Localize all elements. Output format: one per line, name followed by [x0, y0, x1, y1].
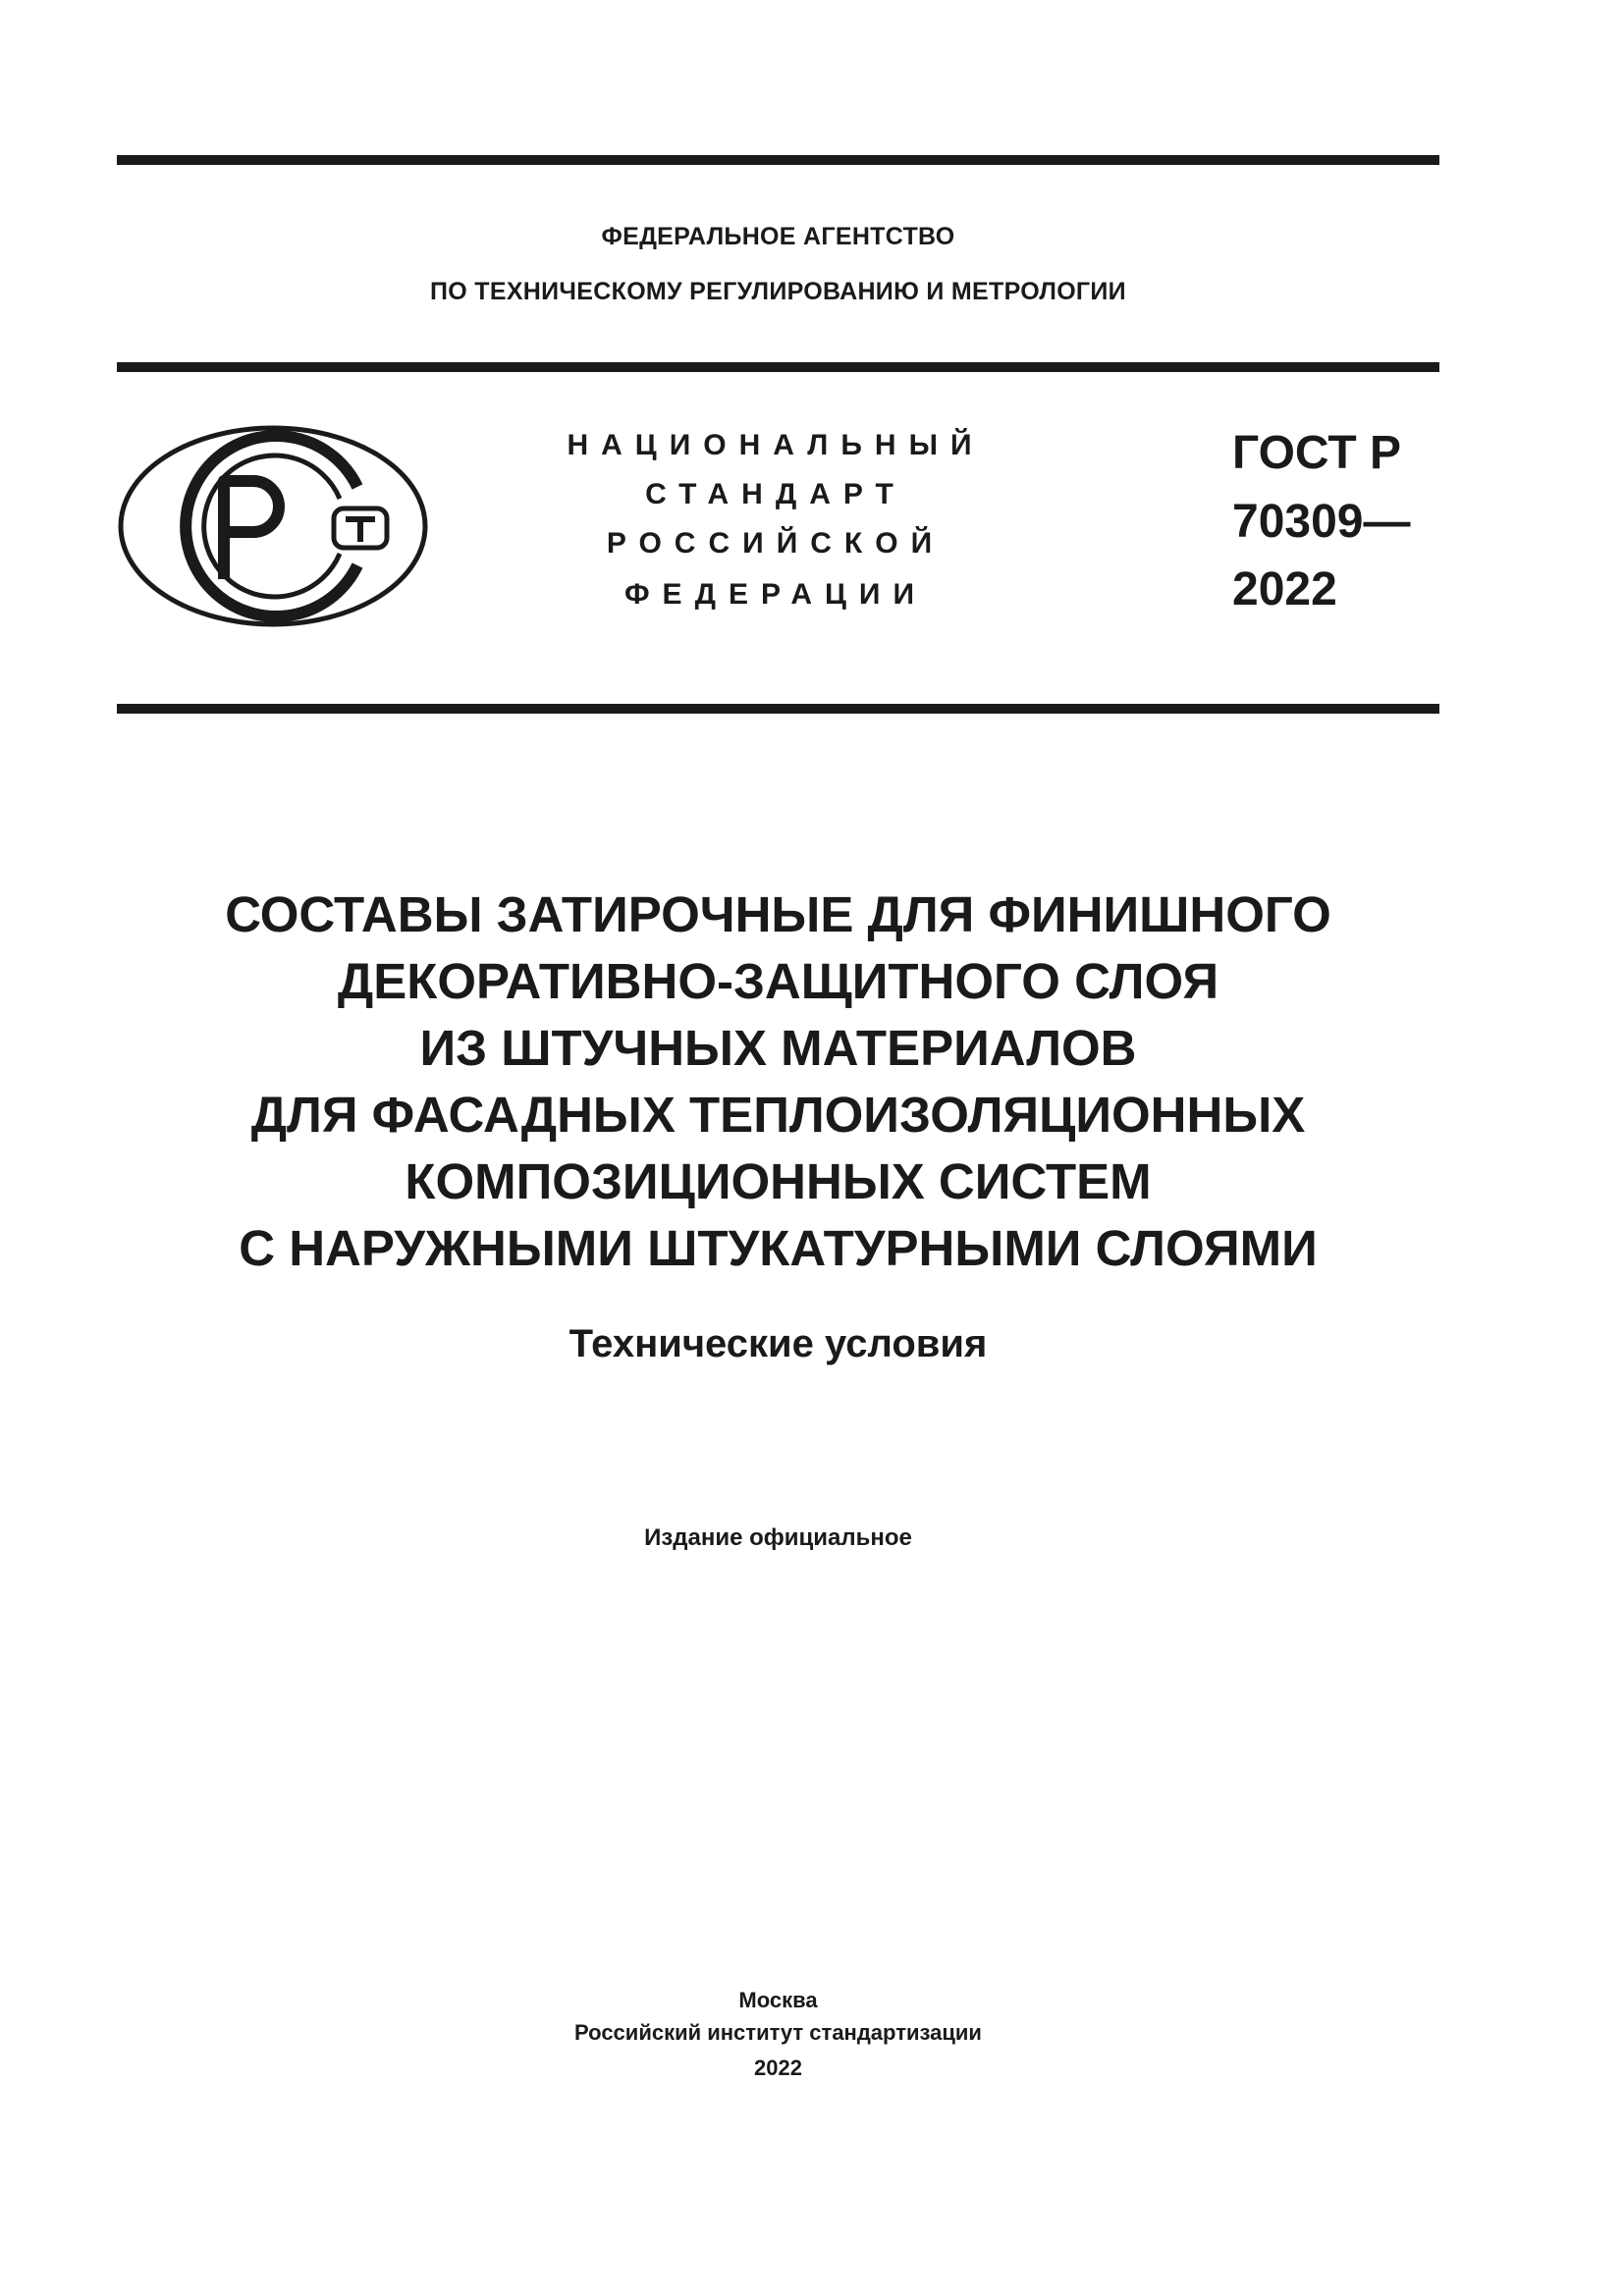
agency-name-line-2: ПО ТЕХНИЧЕСКОМУ РЕГУЛИРОВАНИЮ И МЕТРОЛОГИИ — [430, 278, 1126, 305]
title-line: ДЛЯ ФАСАДНЫХ ТЕПЛОИЗОЛЯЦИОННЫХ — [250, 1087, 1306, 1143]
standard-type-line-1: НАЦИОНАЛЬНЫЙ — [567, 429, 985, 461]
imprint-city: Москва — [738, 1988, 818, 2012]
designation-divider-rule — [117, 704, 1439, 714]
title-line: СОСТАВЫ ЗАТИРОЧНЫЕ ДЛЯ ФИНИШНОГО — [225, 886, 1331, 942]
standard-designation-line-1: ГОСТ Р — [1232, 427, 1402, 479]
imprint-publisher: Российский институт стандартизации — [574, 2020, 982, 2045]
edition-note: Издание официальное — [644, 1524, 912, 1551]
standard-type-line-3: РОССИЙСКОЙ — [606, 527, 946, 560]
agency-name-line-1: ФЕДЕРАЛЬНОЕ АГЕНТСТВО — [601, 223, 955, 250]
title-line: КОМПОЗИЦИОННЫХ СИСТЕМ — [405, 1153, 1152, 1209]
top-rule — [117, 155, 1439, 165]
standard-designation-line-3: 2022 — [1232, 563, 1337, 615]
standard-type-line-4: ФЕДЕРАЦИИ — [623, 578, 928, 611]
gost-r-certification-mark-icon — [116, 422, 430, 630]
standard-designation-line-2: 70309— — [1232, 496, 1411, 548]
document-title — [117, 881, 1439, 1282]
title-line: ИЗ ШТУЧНЫХ МАТЕРИАЛОВ — [419, 1020, 1137, 1076]
title-line: ДЕКОРАТИВНО-ЗАЩИТНОГО СЛОЯ — [337, 953, 1219, 1009]
standard-type-line-2: СТАНДАРТ — [645, 478, 906, 510]
title-line: С НАРУЖНЫМИ ШТУКАТУРНЫМИ СЛОЯМИ — [239, 1220, 1318, 1276]
header-divider-rule — [117, 362, 1439, 372]
imprint-year: 2022 — [754, 2056, 802, 2080]
document-subtitle: Технические условия — [568, 1322, 988, 1365]
